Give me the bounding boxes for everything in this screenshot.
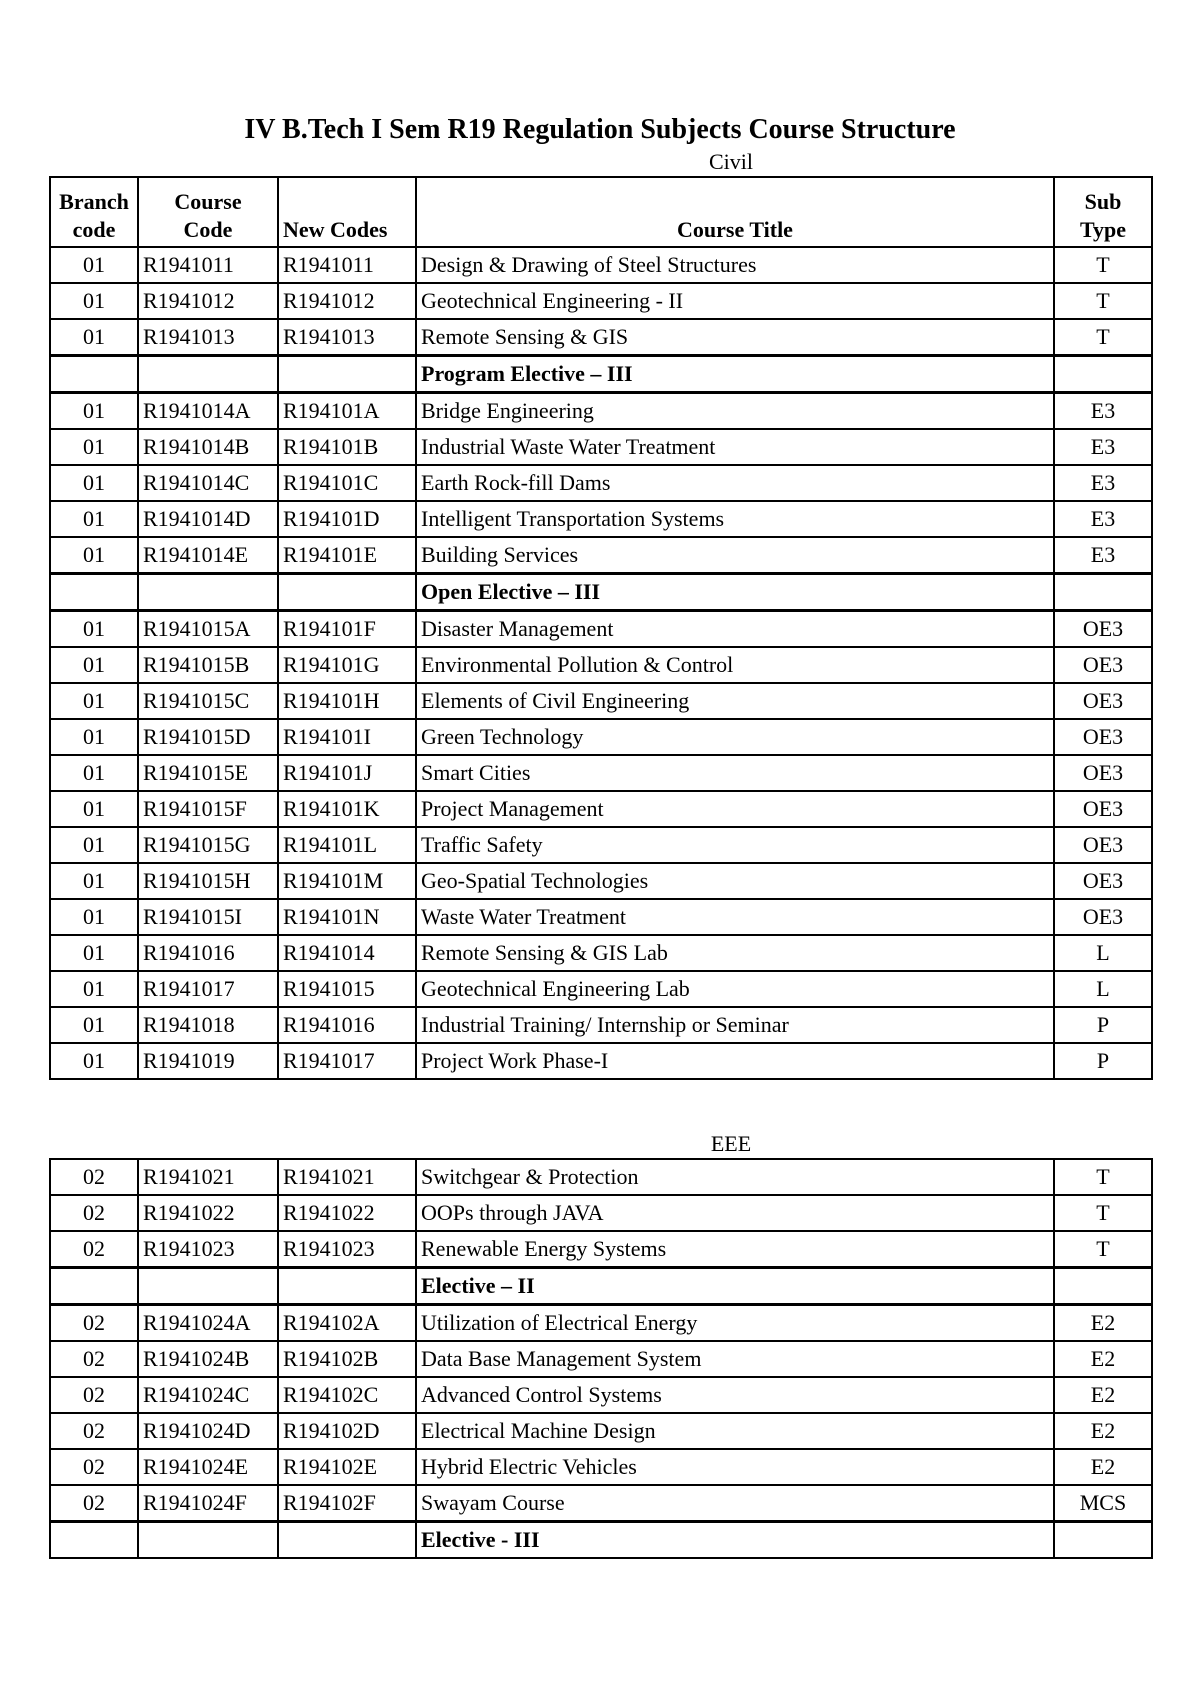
course-title-cell: Waste Water Treatment <box>416 899 1054 935</box>
course-title-cell: Geo-Spatial Technologies <box>416 863 1054 899</box>
branch-code-cell: 01 <box>50 283 138 319</box>
empty-cell <box>50 1522 138 1559</box>
course-code-cell: R1941014B <box>138 429 278 465</box>
course-code-cell: R1941024F <box>138 1485 278 1522</box>
table-row <box>50 755 1152 791</box>
table-row <box>50 429 1152 465</box>
course-code-cell: R1941021 <box>138 1159 278 1195</box>
table-row <box>50 1195 1152 1231</box>
course-code-cell: R1941017 <box>138 971 278 1007</box>
course-title-cell: Design & Drawing of Steel Structures <box>416 247 1054 283</box>
course-title-cell: Traffic Safety <box>416 827 1054 863</box>
course-code-cell: R1941015A <box>138 611 278 648</box>
course-title-cell: Electrical Machine Design <box>416 1413 1054 1449</box>
table-row <box>50 1043 1152 1079</box>
course-title-cell: Geotechnical Engineering - II <box>416 283 1054 319</box>
course-code-cell: R1941024C <box>138 1377 278 1413</box>
course-code-cell: R1941015I <box>138 899 278 935</box>
course-title-cell: Project Management <box>416 791 1054 827</box>
branch-code-cell: 01 <box>50 537 138 574</box>
table-row <box>50 1341 1152 1377</box>
branch-code-cell: 01 <box>50 465 138 501</box>
header-course-title: Course Title <box>416 177 1054 247</box>
header-branch-code: Branch code <box>50 177 138 247</box>
branch-code-cell: 01 <box>50 247 138 283</box>
section-label-civil: Civil <box>708 149 753 174</box>
course-code-cell: R1941015G <box>138 827 278 863</box>
course-code-cell: R1941023 <box>138 1231 278 1268</box>
new-code-cell: R194101F <box>278 611 416 648</box>
group-header-row <box>50 1268 1152 1305</box>
table-row <box>50 791 1152 827</box>
branch-code-cell: 02 <box>50 1413 138 1449</box>
new-code-cell: R1941013 <box>278 319 416 356</box>
sub-type-cell: E3 <box>1054 429 1152 465</box>
empty-cell <box>1054 1268 1152 1305</box>
new-code-cell: R1941015 <box>278 971 416 1007</box>
course-title-cell: Smart Cities <box>416 755 1054 791</box>
new-code-cell: R194101A <box>278 393 416 430</box>
page-title: IV B.Tech I Sem R19 Regulation Subjects Course Structure <box>244 114 956 145</box>
table-row <box>50 1007 1152 1043</box>
empty-cell <box>138 1522 278 1559</box>
table-row <box>50 393 1152 430</box>
table-row <box>50 611 1152 648</box>
table-row <box>50 1485 1152 1522</box>
sub-type-cell: T <box>1054 1231 1152 1268</box>
branch-code-cell: 02 <box>50 1341 138 1377</box>
course-title-cell: Renewable Energy Systems <box>416 1231 1054 1268</box>
sub-type-cell: L <box>1054 935 1152 971</box>
branch-code-cell: 01 <box>50 827 138 863</box>
course-title-cell: Intelligent Transportation Systems <box>416 501 1054 537</box>
group-title: Open Elective – III <box>416 574 1054 611</box>
empty-cell <box>50 1268 138 1305</box>
sub-type-cell: OE3 <box>1054 863 1152 899</box>
new-code-cell: R194102C <box>278 1377 416 1413</box>
new-code-cell: R1941011 <box>278 247 416 283</box>
table-row <box>50 1231 1152 1268</box>
sub-type-cell: T <box>1054 283 1152 319</box>
course-code-cell: R1941015C <box>138 683 278 719</box>
branch-code-cell: 02 <box>50 1377 138 1413</box>
table-row <box>50 319 1152 356</box>
course-title-cell: Remote Sensing & GIS <box>416 319 1054 356</box>
new-code-cell: R1941022 <box>278 1195 416 1231</box>
course-code-cell: R1941024B <box>138 1341 278 1377</box>
group-title: Elective - III <box>416 1522 1054 1559</box>
sub-type-cell: OE3 <box>1054 647 1152 683</box>
branch-code-cell: 01 <box>50 647 138 683</box>
course-title-cell: Bridge Engineering <box>416 393 1054 430</box>
course-code-cell: R1941015D <box>138 719 278 755</box>
new-code-cell: R194101H <box>278 683 416 719</box>
table-row <box>50 1305 1152 1342</box>
header-course-code: Course Code <box>138 177 278 247</box>
sub-type-cell: E2 <box>1054 1449 1152 1485</box>
sub-type-cell: P <box>1054 1043 1152 1079</box>
table-row <box>50 537 1152 574</box>
branch-code-cell: 01 <box>50 429 138 465</box>
new-code-cell: R194101K <box>278 791 416 827</box>
course-code-cell: R1941014A <box>138 393 278 430</box>
new-code-cell: R194101M <box>278 863 416 899</box>
table-row <box>50 501 1152 537</box>
course-code-cell: R1941015E <box>138 755 278 791</box>
sub-type-cell: E3 <box>1054 537 1152 574</box>
sub-type-cell: E3 <box>1054 393 1152 430</box>
empty-cell <box>1054 574 1152 611</box>
course-title-cell: Building Services <box>416 537 1054 574</box>
course-code-cell: R1941014E <box>138 537 278 574</box>
course-code-cell: R1941014C <box>138 465 278 501</box>
course-code-cell: R1941011 <box>138 247 278 283</box>
sub-type-cell: OE3 <box>1054 755 1152 791</box>
sub-type-cell: P <box>1054 1007 1152 1043</box>
new-code-cell: R194102B <box>278 1341 416 1377</box>
course-table-civil <box>49 176 1153 1080</box>
course-table-eee <box>49 1158 1153 1559</box>
branch-code-cell: 01 <box>50 1007 138 1043</box>
sub-type-cell: E2 <box>1054 1341 1152 1377</box>
sub-type-cell: E3 <box>1054 501 1152 537</box>
course-code-cell: R1941014D <box>138 501 278 537</box>
empty-cell <box>278 574 416 611</box>
table-row <box>50 683 1152 719</box>
sub-type-cell: E2 <box>1054 1377 1152 1413</box>
header-sub-type: Sub Type <box>1054 177 1152 247</box>
sub-type-cell: E2 <box>1054 1305 1152 1342</box>
branch-code-cell: 02 <box>50 1159 138 1195</box>
new-code-cell: R194101G <box>278 647 416 683</box>
branch-code-cell: 01 <box>50 1043 138 1079</box>
sub-type-cell: E2 <box>1054 1413 1152 1449</box>
course-title-cell: Geotechnical Engineering Lab <box>416 971 1054 1007</box>
table-row <box>50 935 1152 971</box>
branch-code-cell: 01 <box>50 501 138 537</box>
course-code-cell: R1941024E <box>138 1449 278 1485</box>
empty-cell <box>50 356 138 393</box>
empty-cell <box>278 1522 416 1559</box>
course-title-cell: Advanced Control Systems <box>416 1377 1054 1413</box>
course-code-cell: R1941022 <box>138 1195 278 1231</box>
new-code-cell: R194102A <box>278 1305 416 1342</box>
new-code-cell: R1941017 <box>278 1043 416 1079</box>
branch-code-cell: 02 <box>50 1195 138 1231</box>
course-code-cell: R1941015F <box>138 791 278 827</box>
course-title-cell: Industrial Training/ Internship or Seminar <box>416 1007 1054 1043</box>
new-code-cell: R194101D <box>278 501 416 537</box>
course-code-cell: R1941016 <box>138 935 278 971</box>
branch-code-cell: 02 <box>50 1449 138 1485</box>
course-code-cell: R1941019 <box>138 1043 278 1079</box>
sub-type-cell: L <box>1054 971 1152 1007</box>
course-title-cell: Industrial Waste Water Treatment <box>416 429 1054 465</box>
table-row <box>50 247 1152 283</box>
course-code-cell: R1941015H <box>138 863 278 899</box>
sub-type-cell: OE3 <box>1054 899 1152 935</box>
sub-type-cell: OE3 <box>1054 791 1152 827</box>
new-code-cell: R194102E <box>278 1449 416 1485</box>
sub-type-cell: OE3 <box>1054 827 1152 863</box>
course-title-cell: Environmental Pollution & Control <box>416 647 1054 683</box>
empty-cell <box>278 1268 416 1305</box>
course-title-cell: Project Work Phase-I <box>416 1043 1054 1079</box>
table-row <box>50 465 1152 501</box>
course-title-cell: Switchgear & Protection <box>416 1159 1054 1195</box>
table-row <box>50 719 1152 755</box>
course-code-cell: R1941015B <box>138 647 278 683</box>
branch-code-cell: 01 <box>50 611 138 648</box>
table-row <box>50 283 1152 319</box>
new-code-cell: R1941016 <box>278 1007 416 1043</box>
branch-code-cell: 01 <box>50 971 138 1007</box>
new-code-cell: R1941021 <box>278 1159 416 1195</box>
new-code-cell: R194101C <box>278 465 416 501</box>
table-row <box>50 827 1152 863</box>
course-title-cell: Elements of Civil Engineering <box>416 683 1054 719</box>
branch-code-cell: 01 <box>50 863 138 899</box>
course-code-cell: R1941012 <box>138 283 278 319</box>
sub-type-cell: T <box>1054 1159 1152 1195</box>
course-code-cell: R1941013 <box>138 319 278 356</box>
course-title-cell: Utilization of Electrical Energy <box>416 1305 1054 1342</box>
empty-cell <box>138 1268 278 1305</box>
course-code-cell: R1941024D <box>138 1413 278 1449</box>
empty-cell <box>1054 356 1152 393</box>
sub-type-cell: OE3 <box>1054 683 1152 719</box>
group-header-row <box>50 1522 1152 1559</box>
sub-type-cell: T <box>1054 319 1152 356</box>
branch-code-cell: 01 <box>50 791 138 827</box>
table-row <box>50 899 1152 935</box>
sub-type-cell: MCS <box>1054 1485 1152 1522</box>
empty-cell <box>1054 1522 1152 1559</box>
empty-cell <box>138 574 278 611</box>
table-row <box>50 971 1152 1007</box>
group-header-row <box>50 356 1152 393</box>
table-row <box>50 647 1152 683</box>
course-title-cell: Earth Rock-fill Dams <box>416 465 1054 501</box>
sub-type-cell: OE3 <box>1054 611 1152 648</box>
sub-type-cell: E3 <box>1054 465 1152 501</box>
new-code-cell: R194102F <box>278 1485 416 1522</box>
section-label-eee: EEE <box>710 1131 752 1156</box>
new-code-cell: R1941023 <box>278 1231 416 1268</box>
table-row <box>50 1449 1152 1485</box>
table-row <box>50 1377 1152 1413</box>
new-code-cell: R1941012 <box>278 283 416 319</box>
group-title: Elective – II <box>416 1268 1054 1305</box>
course-code-cell: R1941018 <box>138 1007 278 1043</box>
new-code-cell: R194101N <box>278 899 416 935</box>
course-title-cell: Green Technology <box>416 719 1054 755</box>
course-title-cell: Remote Sensing & GIS Lab <box>416 935 1054 971</box>
table-row <box>50 1159 1152 1195</box>
table-row <box>50 863 1152 899</box>
branch-code-cell: 01 <box>50 719 138 755</box>
course-title-cell: Hybrid Electric Vehicles <box>416 1449 1054 1485</box>
branch-code-cell: 01 <box>50 393 138 430</box>
branch-code-cell: 01 <box>50 683 138 719</box>
header-new-codes: New Codes <box>278 177 416 247</box>
branch-code-cell: 01 <box>50 935 138 971</box>
course-title-cell: OOPs through JAVA <box>416 1195 1054 1231</box>
branch-code-cell: 01 <box>50 319 138 356</box>
new-code-cell: R194102D <box>278 1413 416 1449</box>
empty-cell <box>50 574 138 611</box>
table-header-row <box>50 177 1152 247</box>
branch-code-cell: 01 <box>50 755 138 791</box>
new-code-cell: R194101L <box>278 827 416 863</box>
new-code-cell: R194101I <box>278 719 416 755</box>
branch-code-cell: 01 <box>50 899 138 935</box>
new-code-cell: R194101B <box>278 429 416 465</box>
table-row <box>50 1413 1152 1449</box>
sub-type-cell: T <box>1054 1195 1152 1231</box>
sub-type-cell: T <box>1054 247 1152 283</box>
group-header-row <box>50 574 1152 611</box>
empty-cell <box>138 356 278 393</box>
branch-code-cell: 02 <box>50 1231 138 1268</box>
course-title-cell: Data Base Management System <box>416 1341 1054 1377</box>
new-code-cell: R1941014 <box>278 935 416 971</box>
branch-code-cell: 02 <box>50 1305 138 1342</box>
new-code-cell: R194101E <box>278 537 416 574</box>
course-title-cell: Swayam Course <box>416 1485 1054 1522</box>
branch-code-cell: 02 <box>50 1485 138 1522</box>
new-code-cell: R194101J <box>278 755 416 791</box>
group-title: Program Elective – III <box>416 356 1054 393</box>
sub-type-cell: OE3 <box>1054 719 1152 755</box>
course-code-cell: R1941024A <box>138 1305 278 1342</box>
empty-cell <box>278 356 416 393</box>
course-title-cell: Disaster Management <box>416 611 1054 648</box>
